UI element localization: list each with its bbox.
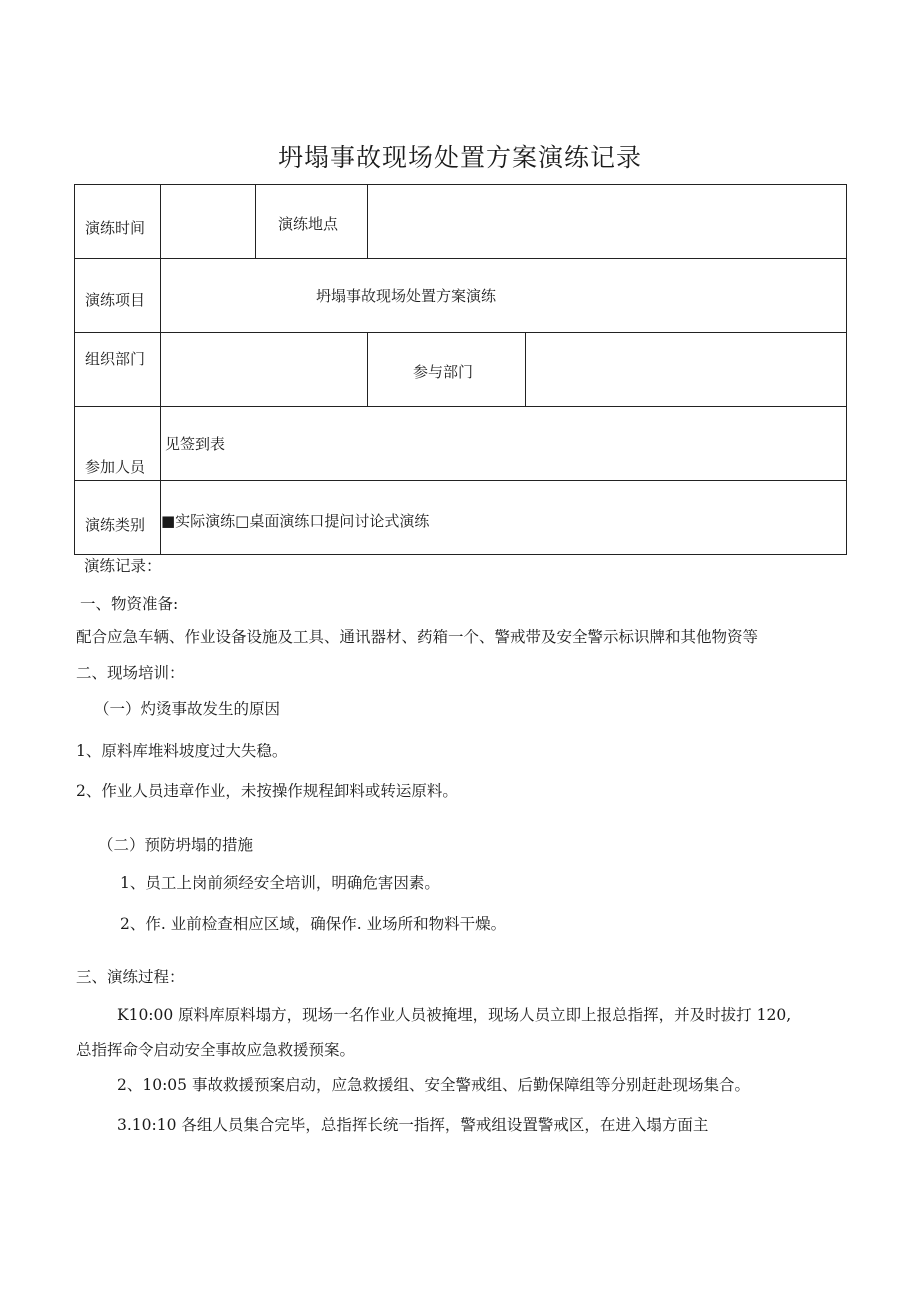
org-dept-value-cell[interactable] <box>161 333 368 407</box>
section-3-paragraph-2: 2、10:05 事故救援预案启动，应急救援组、安全警戒组、后勤保障组等分别赶赴现场集合。 <box>117 1076 750 1094</box>
section-3-paragraph-1-line-2: 总指挥命令启动安全事故应急救援预案。 <box>76 1041 356 1059</box>
participants-label: 参加人员 <box>85 458 146 476</box>
drill-location-value-cell[interactable] <box>368 185 847 259</box>
drill-item-value-cell[interactable] <box>161 259 847 333</box>
participating-dept-value-cell[interactable] <box>526 333 847 407</box>
page-title: 坍塌事故现场处置方案演练记录 <box>277 143 642 172</box>
table-row <box>75 259 847 333</box>
drill-type-value: ■实际演练□桌面演练口提问讨论式演练 <box>161 512 430 530</box>
section-3-paragraph-1-line-1: K10:00 原料库原料塌方，现场一名作业人员被掩埋，现场人员立即上报总指挥，并及时拔打 120, <box>117 1006 792 1024</box>
participants-label-cell <box>75 407 161 481</box>
section-1-text: 配合应急车辆、作业设备设施及工具、通讯器材、药箱一个、警戒带及安全警示标识牌和其他物资等 <box>76 628 759 646</box>
section-2-sub-2-item-2: 2、作. 业前检查相应区域，确保作. 业场所和物料干燥。 <box>120 915 507 933</box>
section-1-heading: 一、物资准备: <box>80 595 179 613</box>
table-row <box>75 407 847 481</box>
section-2-sub-1: （一）灼烫事故发生的原因 <box>94 700 281 718</box>
section-2-heading: 二、现场培训： <box>76 664 185 682</box>
drill-time-label: 演练时间 <box>85 219 146 237</box>
table-row <box>75 185 847 259</box>
drill-info-table <box>74 184 847 555</box>
section-2-sub-1-item-1: 1、原料库堆料坡度过大失稳。 <box>76 742 288 760</box>
participants-value-cell[interactable] <box>161 407 847 481</box>
org-dept-label-cell <box>75 333 161 407</box>
table-row <box>75 333 847 407</box>
section-2-sub-1-item-2: 2、作业人员违章作业，未按操作规程卸料或转运原料。 <box>76 782 458 800</box>
table-row <box>75 481 847 555</box>
drill-item-value: 坍塌事故现场处置方案演练 <box>316 287 497 305</box>
org-dept-label: 组织部门 <box>85 350 146 368</box>
section-2-sub-2: （二）预防坍塌的措施 <box>98 836 254 854</box>
participating-dept-label: 参与部门 <box>413 363 474 381</box>
section-3-paragraph-3: 3.10:10 各组人员集合完毕，总指挥长统一指挥，警戒组设置警戒区，在进入塌方面主 <box>117 1116 709 1134</box>
section-3-heading: 三、演练过程： <box>76 968 185 986</box>
drill-time-value-cell[interactable] <box>161 185 256 259</box>
drill-type-value-cell[interactable] <box>161 481 847 555</box>
section-2-sub-2-item-1: 1、员工上岗前须经安全培训，明确危害因素。 <box>120 874 440 892</box>
drill-type-label: 演练类别 <box>85 516 146 534</box>
drill-location-label: 演练地点 <box>278 215 339 233</box>
participants-value: 见签到表 <box>165 435 226 453</box>
participating-dept-label-cell <box>368 333 526 407</box>
record-heading: 演练记录： <box>84 557 162 575</box>
drill-item-label-cell <box>75 259 161 333</box>
drill-type-label-cell <box>75 481 161 555</box>
drill-time-label-cell <box>75 185 161 259</box>
drill-location-label-cell <box>256 185 368 259</box>
drill-item-label: 演练项目 <box>85 291 146 309</box>
